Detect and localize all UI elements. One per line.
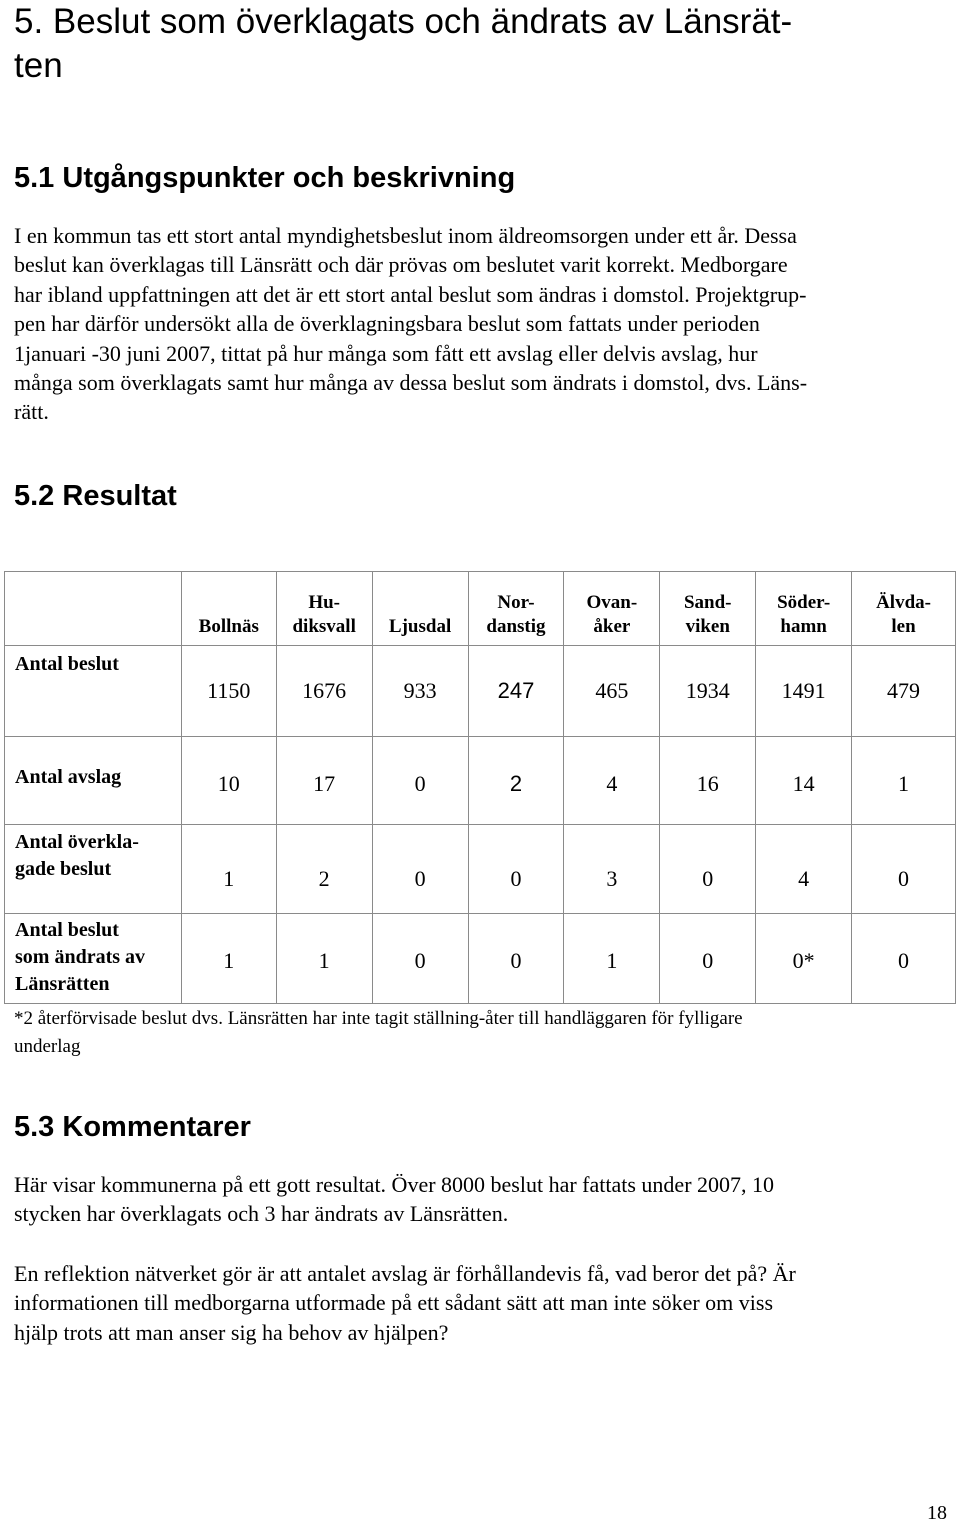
chapter-heading-line-1: 5. Beslut som överklagats och ändrats av Länsrät- bbox=[14, 2, 793, 41]
table-cell: 0 bbox=[852, 825, 956, 914]
table-cell: 465 bbox=[564, 646, 660, 737]
table-cell: 247 bbox=[468, 646, 564, 737]
paragraph-line: pen har därför undersökt alla de överklagningsbara beslut som fattats under perioden bbox=[14, 311, 760, 337]
chapter-heading bbox=[14, 0, 944, 88]
column-header: Älvda- len bbox=[852, 572, 956, 646]
table-cell: 0 bbox=[468, 914, 564, 1004]
table-cell: 1 bbox=[852, 737, 956, 825]
table-row bbox=[5, 646, 956, 737]
row-label: Antal avslag bbox=[5, 737, 182, 825]
column-header: Söder- hamn bbox=[756, 572, 852, 646]
column-header: Bollnäs bbox=[181, 572, 276, 646]
paragraph-line: informationen till medborgarna utformade på ett sådant sätt att man inte söker om viss bbox=[14, 1290, 774, 1316]
table-cell: 0 bbox=[660, 914, 756, 1004]
paragraph-line: En reflektion nätverket gör är att antalet avslag är förhållandevis få, vad beror det på? Är bbox=[14, 1261, 796, 1286]
table-cell: 0 bbox=[852, 914, 956, 1004]
section-5-3-heading: 5.3 Kommentarer bbox=[14, 1111, 251, 1143]
table-cell: 0 bbox=[372, 914, 468, 1004]
table-cell: 479 bbox=[852, 646, 956, 737]
paragraph-line: har ibland uppfattningen att det är ett stort antal beslut som ändras i domstol. Projektgrup- bbox=[14, 281, 807, 307]
table-cell: 1 bbox=[181, 825, 276, 914]
row-label: Antal beslut bbox=[5, 646, 182, 737]
table-row bbox=[5, 825, 956, 914]
results-table bbox=[4, 571, 956, 1004]
table-cell: 16 bbox=[660, 737, 756, 825]
page-number: 18 bbox=[927, 1502, 947, 1524]
paragraph-line: många som överklagats samt hur många av dessa beslut som ändrats i domstol, dvs. Läns- bbox=[14, 370, 808, 396]
table-cell: 2 bbox=[276, 825, 372, 914]
footnote-line: underlag bbox=[14, 1036, 81, 1057]
table-cell: 0 bbox=[468, 825, 564, 914]
paragraph-line: 1januari -30 juni 2007, tittat på hur många som fått ett avslag eller delvis avslag, hur bbox=[14, 340, 758, 366]
table-cell: 1 bbox=[181, 914, 276, 1004]
column-header: Nor- danstig bbox=[468, 572, 564, 646]
column-header: Hu- diksvall bbox=[276, 572, 372, 646]
paragraph-line: hjälp trots att man anser sig ha behov av hjälpen? bbox=[14, 1319, 449, 1345]
section-5-3-paragraph-1 bbox=[14, 1170, 949, 1229]
table-header-row bbox=[5, 572, 956, 646]
paragraph-line: rätt. bbox=[14, 399, 49, 425]
table-cell: 1934 bbox=[660, 646, 756, 737]
column-header: Sand- viken bbox=[660, 572, 756, 646]
table-cell: 0 bbox=[372, 737, 468, 825]
table-cell: 1 bbox=[276, 914, 372, 1004]
section-5-2-heading: 5.2 Resultat bbox=[14, 480, 177, 512]
table-cell: 17 bbox=[276, 737, 372, 825]
footnote-line: *2 återförvisade beslut dvs. Länsrätten har inte tagit ställning-åter till handläggaren för fylligare bbox=[14, 1008, 743, 1029]
column-header: Ljusdal bbox=[372, 572, 468, 646]
table-row bbox=[5, 737, 956, 825]
table-corner-cell bbox=[5, 572, 182, 646]
column-header: Ovan- åker bbox=[564, 572, 660, 646]
row-label: Antal beslut som ändrats av Länsrätten bbox=[5, 914, 182, 1004]
row-label: Antal överkla- gade beslut bbox=[5, 825, 182, 914]
paragraph-line: I en kommun tas ett stort antal myndighetsbeslut inom äldreomsorgen under ett år. Dessa bbox=[14, 223, 797, 248]
table-cell: 1150 bbox=[181, 646, 276, 737]
table-cell: 0 bbox=[372, 825, 468, 914]
table-cell: 0* bbox=[756, 914, 852, 1004]
table-cell: 14 bbox=[756, 737, 852, 825]
table-cell: 933 bbox=[372, 646, 468, 737]
table-cell: 4 bbox=[564, 737, 660, 825]
table-cell: 2 bbox=[468, 737, 564, 825]
table-cell: 10 bbox=[181, 737, 276, 825]
table-cell: 4 bbox=[756, 825, 852, 914]
section-5-3-paragraph-2 bbox=[14, 1259, 949, 1347]
table-footnote bbox=[14, 1005, 944, 1061]
table-cell: 1 bbox=[564, 914, 660, 1004]
section-5-1-paragraph bbox=[14, 221, 949, 427]
table-cell: 3 bbox=[564, 825, 660, 914]
table-row bbox=[5, 914, 956, 1004]
paragraph-line: stycken har överklagats och 3 har ändrats av Länsrätten. bbox=[14, 1201, 509, 1227]
chapter-heading-line-2: ten bbox=[14, 46, 63, 85]
section-5-1-heading: 5.1 Utgångspunkter och beskrivning bbox=[14, 162, 516, 194]
table-cell: 1676 bbox=[276, 646, 372, 737]
paragraph-line: beslut kan överklagas till Länsrätt och där prövas om beslutet varit korrekt. Medborgare bbox=[14, 252, 788, 278]
table-cell: 1491 bbox=[756, 646, 852, 737]
table-cell: 0 bbox=[660, 825, 756, 914]
paragraph-line: Här visar kommunerna på ett gott resultat. Över 8000 beslut har fattats under 2007, 10 bbox=[14, 1172, 775, 1197]
